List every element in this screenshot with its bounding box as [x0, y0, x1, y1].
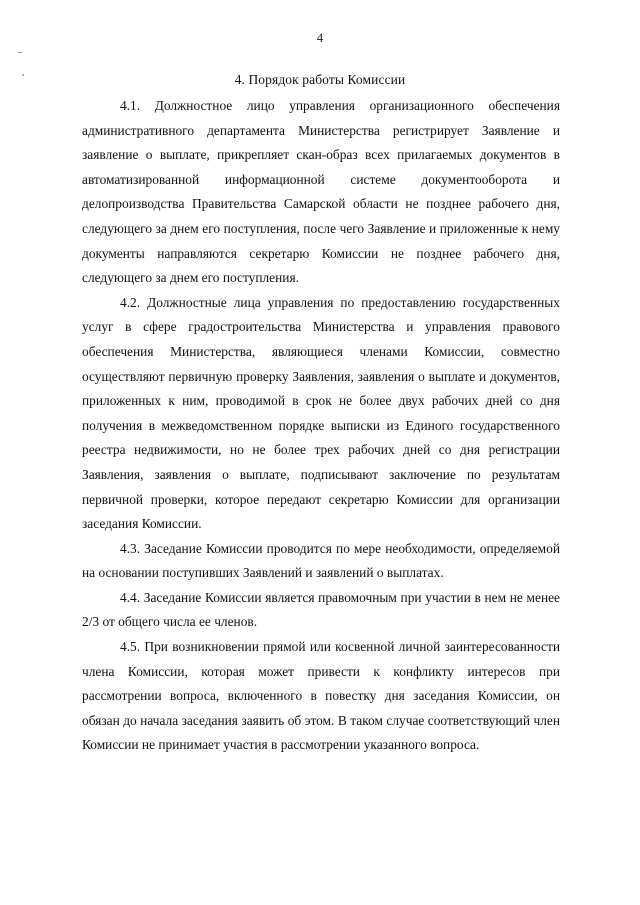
page-number: 4	[316, 30, 324, 45]
body-text	[82, 94, 560, 758]
section-title: 4. Порядок работы Комиссии	[234, 72, 406, 87]
paragraph-4-1: 4.1. Должностное лицо управления организационного обеспечения административного департамента Министерства регистрирует Заявление и заявление о выплате, прикрепляет скан-образ всех прилагаемых документов в автоматизированной информационной системе документооборота и делопроизводства Правительства Самарской области не позднее рабочего дня, следующего за днем его поступления, после чего Заявление и приложенные к нему документы направляются секретарю Комиссии не позднее рабочего дня, следующего за днем его поступления.	[82, 98, 560, 286]
paragraph-4-2: 4.2. Должностные лица управления по предоставлению государственных услуг в сфере градостроительства Министерства и управления правового обеспечения Министерства, являющиеся членами Комиссии, совместно осуществляют первичную проверку Заявления, заявления о выплате и документов, приложенных к ним, проводимой в срок не более двух рабочих дней со дня получения в межведомственном порядке выписки из Единого государственного реестра недвижимости, но не более трех рабочих дней со дня регистрации Заявления, заявления о выплате, подписывают заключение по результатам первичной проверки, которое передают секретарю Комиссии для организации заседания Комиссии.	[82, 294, 560, 532]
paragraph-4-5: 4.5. При возникновении прямой или косвенной личной заинтересованности члена Комиссии, которая может привести к конфликту интересов при рассмотрении вопроса, включенного в повестку дня заседания Комиссии, он обязан до начала заседания заявить об этом. В таком случае соответствующий член Комиссии не принимает участия в рассмотрении указанного вопроса.	[82, 639, 560, 753]
paragraph-4-3: 4.3. Заседание Комиссии проводится по мере необходимости, определяемой на основании поступивших Заявлений и заявлений о выплатах.	[82, 540, 560, 581]
scan-speck	[18, 52, 22, 53]
paragraph-4-4: 4.4. Заседание Комиссии является правомочным при участии в нем не менее 2/3 от общего числа ее членов.	[82, 589, 560, 630]
